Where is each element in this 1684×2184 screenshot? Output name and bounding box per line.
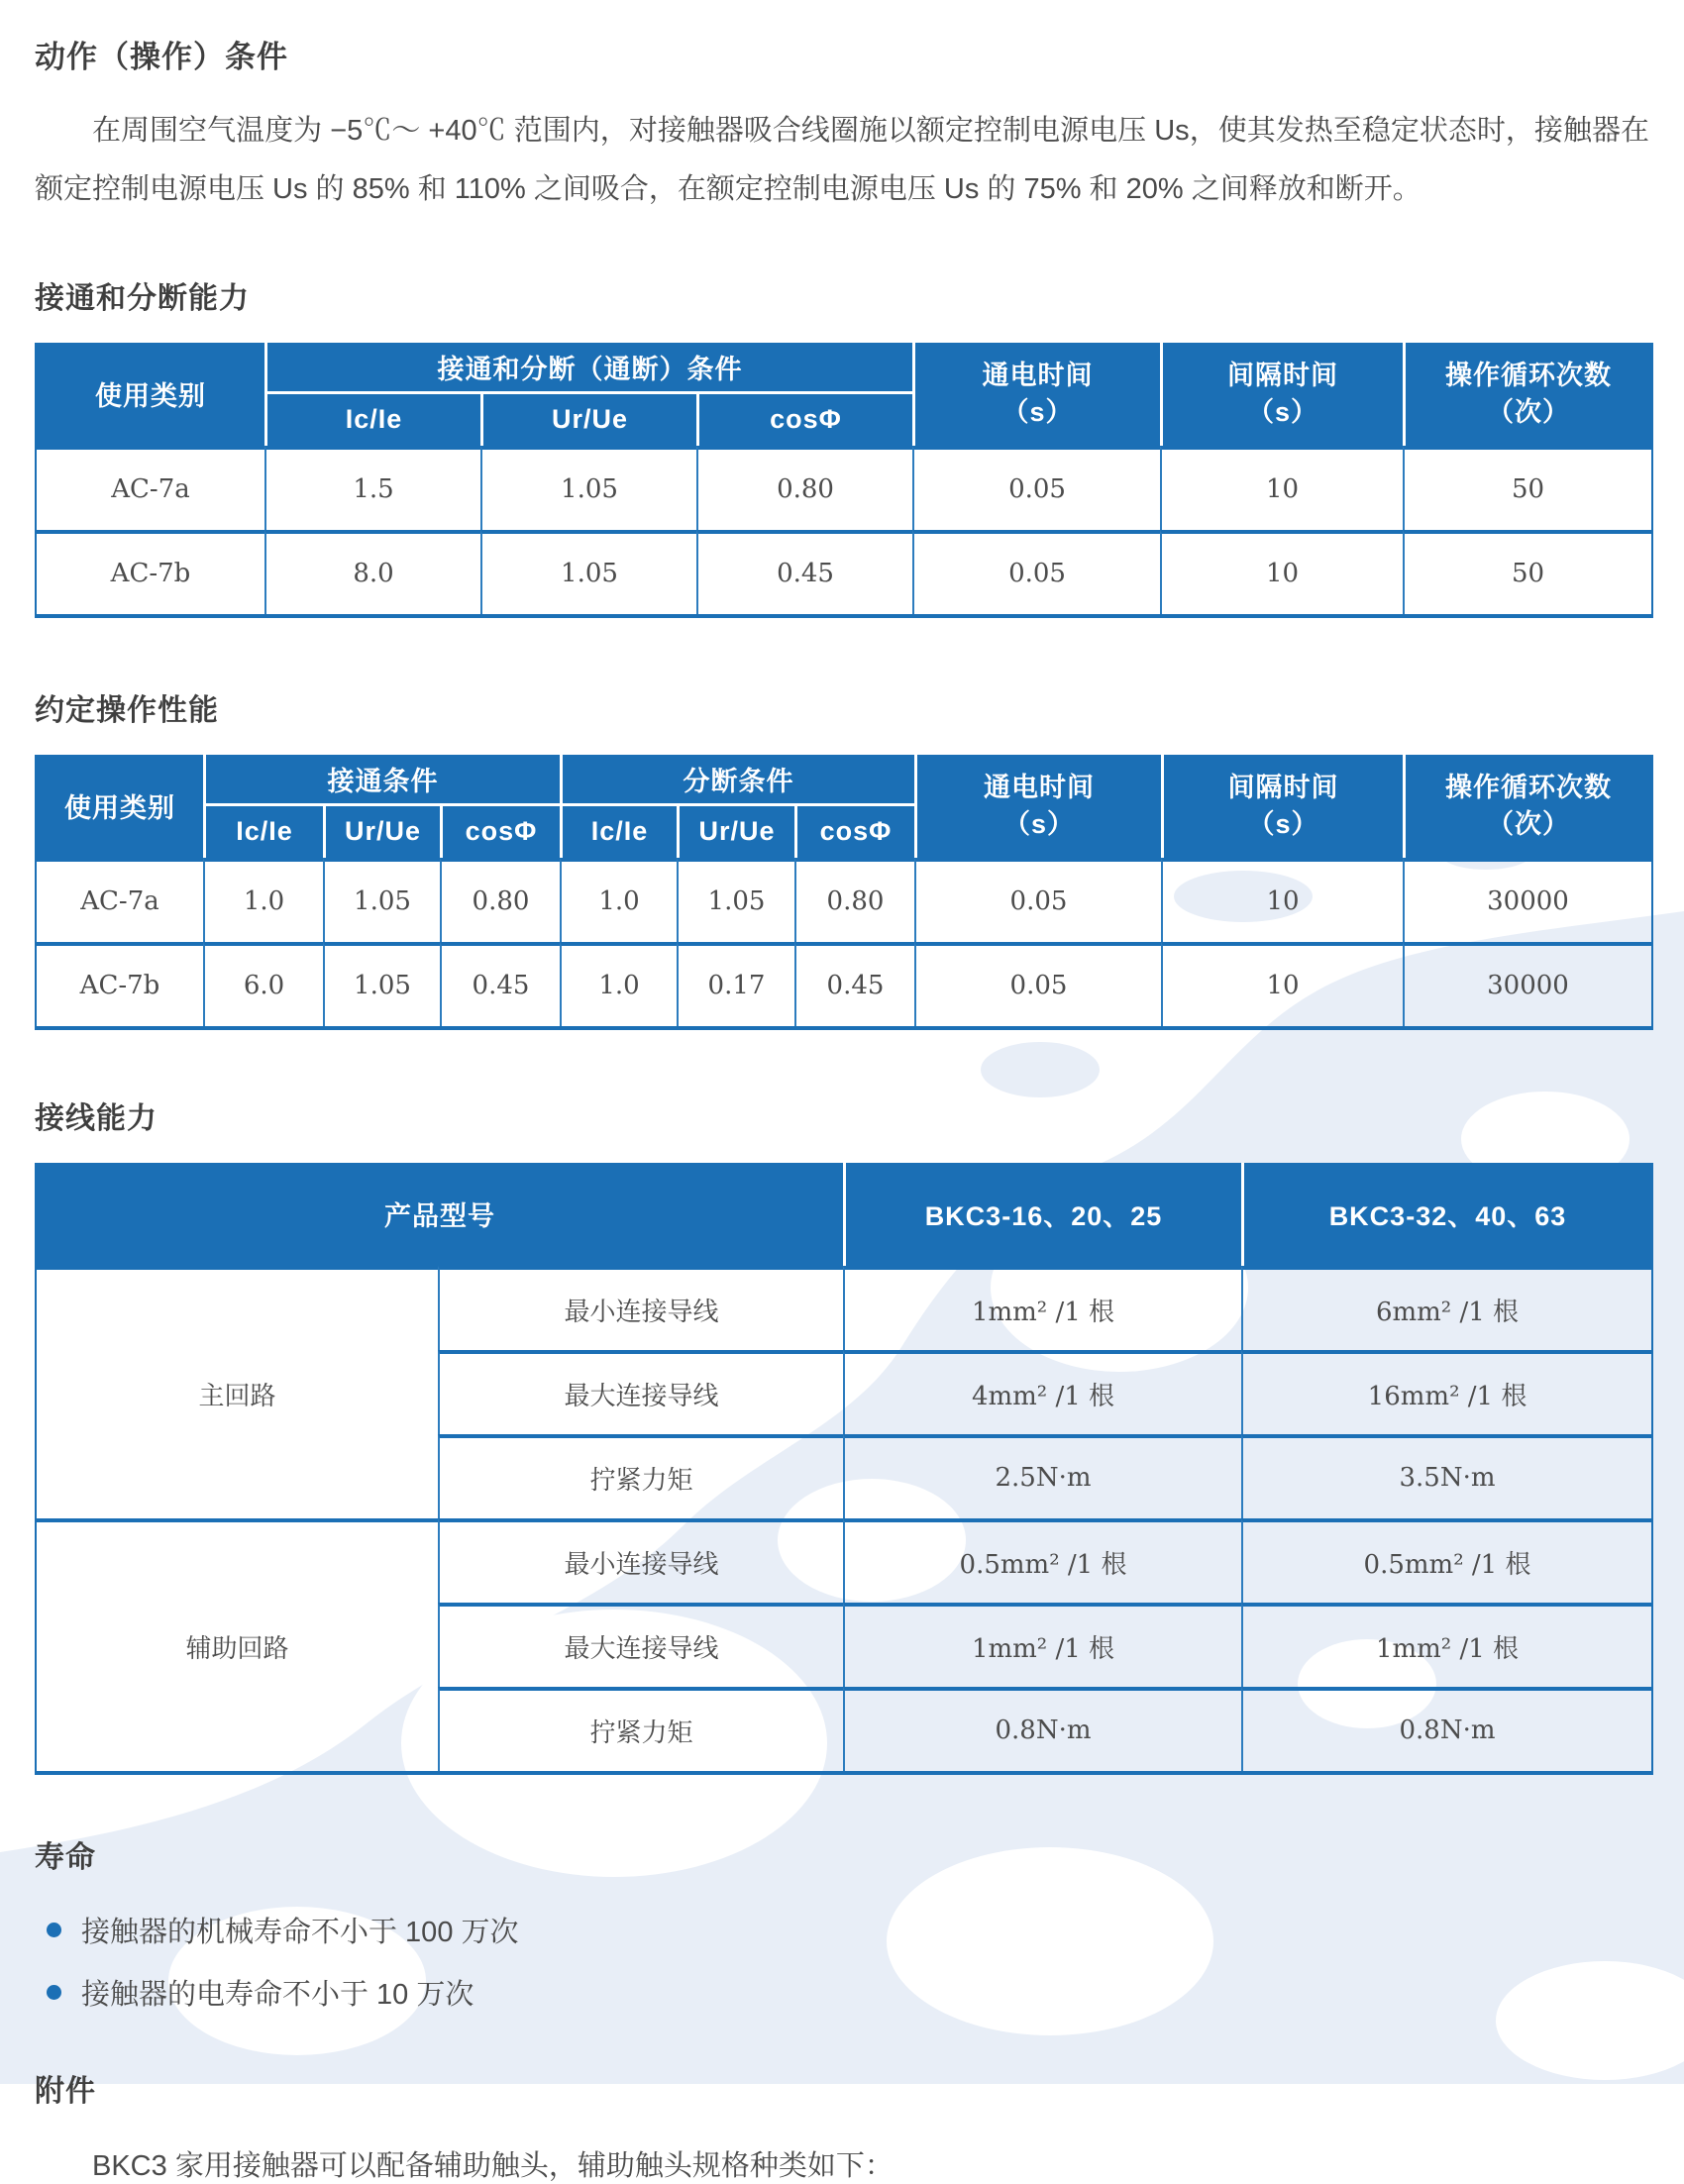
col-header-usage-category: 使用类别 — [37, 343, 264, 446]
col-header-ic-ie: Ic/Ie — [560, 806, 677, 858]
bullet-text-electrical-life: 接触器的电寿命不小于 10 万次 — [81, 1978, 474, 2011]
col-header-energized-time-label: 通电时间 — [984, 773, 1095, 803]
col-header-bkc3-16-20-25: BKC3-16、20、25 — [843, 1163, 1241, 1266]
table-cell: 1.0 — [560, 858, 677, 942]
col-header-interval-time-unit: （s） — [1247, 808, 1319, 839]
table-cell: 1.05 — [323, 942, 440, 1026]
col-header-cos-phi: cosΦ — [440, 806, 560, 858]
list-item — [47, 1972, 1649, 2013]
col-header-operating-cycles-label: 操作循环次数 — [1445, 361, 1613, 391]
table-row — [37, 446, 1651, 530]
table-cell: 0.05 — [914, 858, 1161, 942]
table-cell: 0.05 — [914, 942, 1161, 1026]
table-cell: 1.5 — [264, 446, 480, 530]
section-heading-conventional-performance: 约定操作性能 — [35, 693, 219, 727]
row-label: 拧紧力矩 — [438, 1687, 843, 1771]
table-cell: 30000 — [1403, 942, 1651, 1026]
col-header-operating-cycles-label: 操作循环次数 — [1445, 773, 1612, 803]
col-header-operating-cycles-unit: （次） — [1487, 396, 1571, 427]
row-label: 最大连接导线 — [438, 1350, 843, 1434]
table-cell: 1.05 — [677, 858, 794, 942]
col-header-interval-time — [1160, 343, 1403, 446]
col-header-interval-time — [1161, 755, 1403, 858]
col-header-energized-time — [914, 755, 1161, 858]
table-cell: 1.05 — [480, 530, 696, 614]
table-cell: 50 — [1403, 530, 1651, 614]
col-header-ur-ue: Ur/Ue — [323, 806, 440, 858]
row-label: 最大连接导线 — [438, 1603, 843, 1687]
table-row — [37, 530, 1651, 614]
col-header-breaking-conditions-group: 分断条件 — [560, 755, 914, 806]
section-heading-lifespan: 寿命 — [35, 1840, 96, 1874]
table-cell: 1mm² /1 根 — [1241, 1603, 1651, 1687]
table-row — [37, 1266, 1651, 1350]
table-cell: 3.5N·m — [1241, 1434, 1651, 1518]
col-header-energized-time-unit: （s） — [1002, 808, 1076, 839]
table-cell: 2.5N·m — [843, 1434, 1241, 1518]
table-cell: 1.05 — [323, 858, 440, 942]
table-cell: 0.5mm² /1 根 — [843, 1518, 1241, 1603]
section-heading-wiring-capacity: 接线能力 — [35, 1101, 158, 1135]
group-label-main-circuit: 主回路 — [37, 1266, 438, 1518]
table-cell: 10 — [1161, 858, 1403, 942]
table-cell: 1.0 — [203, 858, 323, 942]
col-header-ur-ue: Ur/Ue — [480, 394, 696, 446]
col-header-operating-cycles-unit: （次） — [1487, 808, 1570, 839]
table-cell: 0.05 — [912, 530, 1160, 614]
col-header-cos-phi: cosΦ — [696, 394, 912, 446]
bullet-icon — [47, 1923, 61, 1937]
table-cell: 10 — [1160, 446, 1403, 530]
row-label: 最小连接导线 — [438, 1518, 843, 1603]
table-cell: 50 — [1403, 446, 1651, 530]
table-cell: 0.5mm² /1 根 — [1241, 1518, 1651, 1603]
col-header-ic-ie: Ic/Ie — [203, 806, 323, 858]
page-title: 动作（操作）条件 — [35, 40, 288, 74]
table-cell: 0.80 — [794, 858, 914, 942]
table-cell: 0.80 — [696, 446, 912, 530]
col-header-energized-time-unit: （s） — [1001, 396, 1074, 427]
col-header-interval-time-label: 间隔时间 — [1227, 773, 1339, 803]
table-cell: 0.45 — [696, 530, 912, 614]
table-cell: 16mm² /1 根 — [1241, 1350, 1651, 1434]
table-cell: 10 — [1160, 530, 1403, 614]
intro-paragraph: 在周围空气温度为 −5℃～ +40℃ 范围内，对接触器吸合线圈施以额定控制电源电压 Us，使其发热至稳定状态时，接触器在额定控制电源电压 Us 的 85% 和 110% 之间吸合，在额定控制电源电压 Us 的 75% 和 20% 之间释放和断开。 — [35, 115, 1649, 206]
table-cell: 0.8N·m — [843, 1687, 1241, 1771]
table-cell: 0.8N·m — [1241, 1687, 1651, 1771]
group-label-auxiliary-circuit: 辅助回路 — [37, 1518, 438, 1771]
table-cell: 8.0 — [264, 530, 480, 614]
section-heading-accessories: 附件 — [35, 2074, 96, 2108]
col-header-making-conditions-group: 接通条件 — [203, 755, 560, 806]
section-heading-making-breaking: 接通和分断能力 — [35, 281, 250, 315]
col-header-interval-time-unit: （s） — [1247, 396, 1319, 427]
table-cell: 0.17 — [677, 942, 794, 1026]
table-cell: 1mm² /1 根 — [843, 1603, 1241, 1687]
making-breaking-table — [35, 343, 1653, 618]
table-cell: AC-7b — [37, 530, 264, 614]
table-cell: 0.80 — [440, 858, 560, 942]
bullet-icon — [47, 1985, 61, 2000]
table-cell: 1.05 — [480, 446, 696, 530]
row-label: 拧紧力矩 — [438, 1434, 843, 1518]
table-cell: 6mm² /1 根 — [1241, 1266, 1651, 1350]
table-cell: 30000 — [1403, 858, 1651, 942]
col-header-operating-cycles — [1403, 755, 1651, 858]
col-header-operating-cycles — [1403, 343, 1651, 446]
col-header-interval-time-label: 间隔时间 — [1227, 361, 1339, 391]
list-item — [47, 1910, 1649, 1950]
col-header-bkc3-32-40-63: BKC3-32、40、63 — [1241, 1163, 1651, 1266]
table-cell: AC-7b — [37, 942, 203, 1026]
conventional-performance-table — [35, 755, 1653, 1030]
table-cell: 4mm² /1 根 — [843, 1350, 1241, 1434]
table-cell: 0.05 — [912, 446, 1160, 530]
wiring-capacity-table — [35, 1163, 1653, 1775]
table-row — [37, 858, 1651, 942]
col-header-ur-ue: Ur/Ue — [677, 806, 794, 858]
col-header-energized-time-label: 通电时间 — [982, 361, 1094, 391]
table-cell: AC-7a — [37, 446, 264, 530]
table-cell: 1.0 — [560, 942, 677, 1026]
col-header-product-model: 产品型号 — [37, 1163, 843, 1266]
table-row — [37, 942, 1651, 1026]
col-header-energized-time — [912, 343, 1160, 446]
row-label: 最小连接导线 — [438, 1266, 843, 1350]
table-cell: 10 — [1161, 942, 1403, 1026]
col-header-ic-ie: Ic/Ie — [264, 394, 480, 446]
table-cell: AC-7a — [37, 858, 203, 942]
table-cell: 6.0 — [203, 942, 323, 1026]
table-cell: 0.45 — [440, 942, 560, 1026]
table-row — [37, 1518, 1651, 1603]
col-header-switching-conditions-group: 接通和分断（通断）条件 — [264, 343, 912, 394]
table-cell: 0.45 — [794, 942, 914, 1026]
accessories-paragraph: BKC3 家用接触器可以配备辅助触头，辅助触头规格种类如下： — [92, 2149, 894, 2182]
bullet-text-mechanical-life: 接触器的机械寿命不小于 100 万次 — [81, 1916, 519, 1948]
col-header-usage-category: 使用类别 — [37, 755, 203, 858]
col-header-cos-phi: cosΦ — [794, 806, 914, 858]
table-cell: 1mm² /1 根 — [843, 1266, 1241, 1350]
